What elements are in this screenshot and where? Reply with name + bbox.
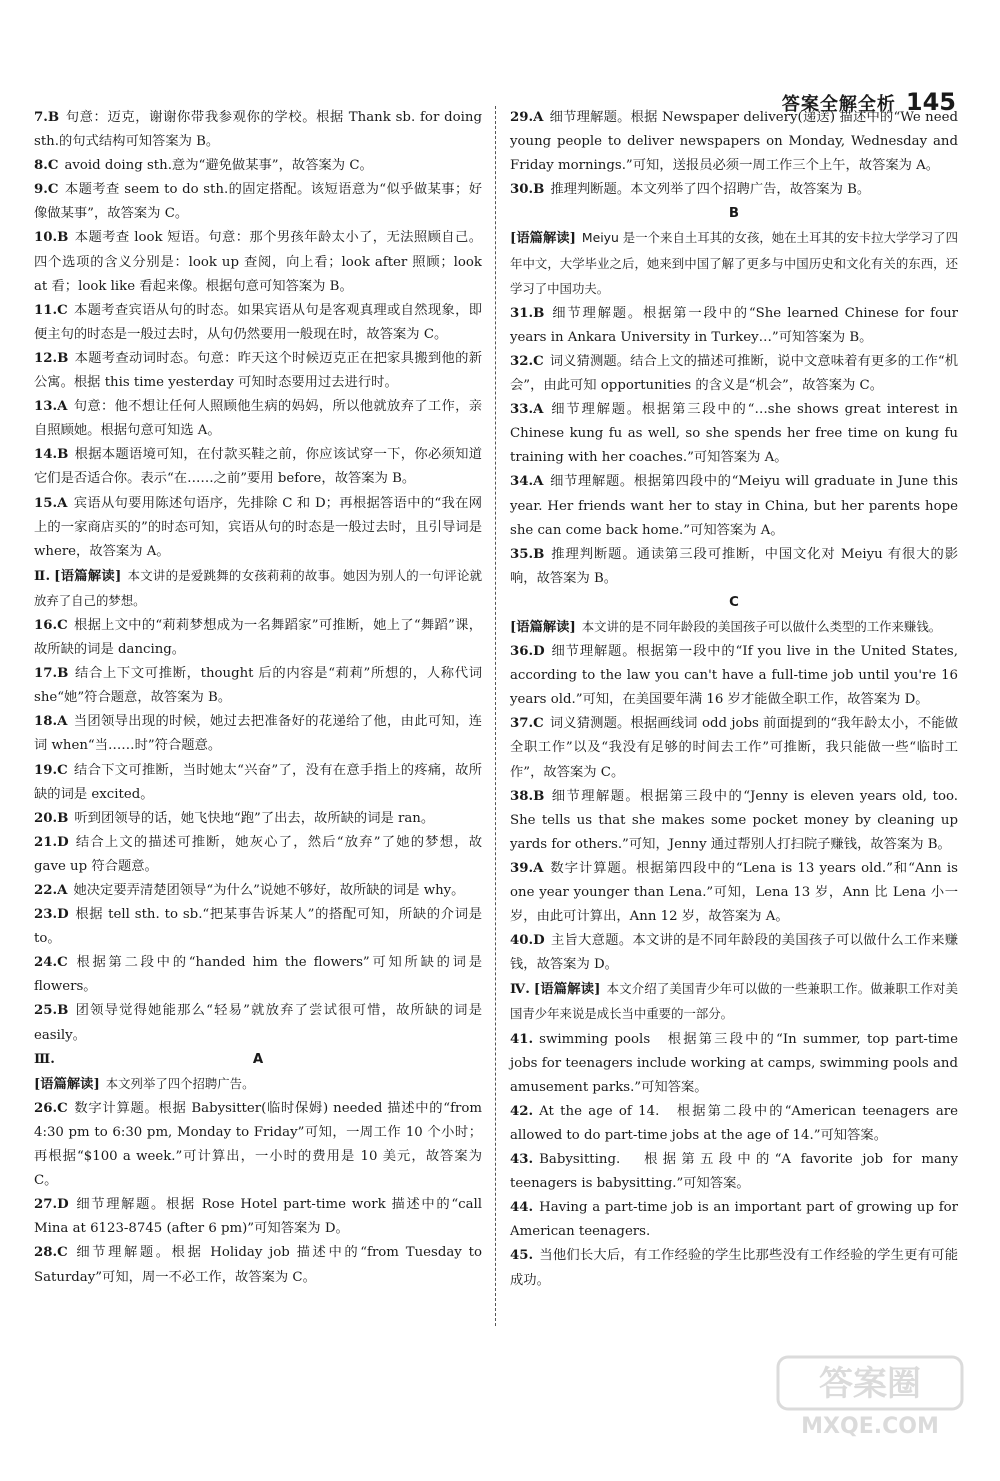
answer-item: [510, 470, 958, 542]
answer-explanation: 细节理解题。根据第三段中的“…she shows great interest in Chinese kung fu as well, so she spends her free time on kung fu training with her coaches.”可知答案为 A。: [510, 402, 958, 466]
answer-explanation: 本题考查 seem to do sth.的固定搭配。该短语意为“似乎做某事；好像做某事”，故答案为 C。: [34, 182, 482, 222]
passage-summary-text: 本文列举了四个招聘广告。: [105, 1075, 255, 1091]
watermark-text-1: 答案圈: [819, 1364, 921, 1404]
answer-number: 17.B: [34, 666, 69, 682]
passage-summary-text: 本文讲的是爱跳舞的女孩莉莉的故事。她因为别人的一句评论就放弃了自己的梦想。: [34, 567, 483, 608]
passage-summary-tag: [语篇解读]: [34, 1076, 100, 1092]
answer-explanation: 团领导觉得她能那么“轻易”就放弃了尝试很可惜，故所缺的词是 easily。: [34, 1003, 482, 1043]
answer-item: [510, 857, 958, 929]
answer-explanation: 本题考查动词时态。句意：昨天这个时候迈克正在把家具搬到他的新公寓。根据 this time yesterday 可知时态要用过去进行时。: [34, 350, 482, 391]
answer-explanation: 根据上文中的“莉莉梦想成为一名舞蹈家”可推断，她上了“舞蹈”课，故所缺的词是 dancing。: [34, 617, 482, 658]
answer-item: [510, 543, 958, 591]
answer-number: 43.: [510, 1152, 534, 1168]
answer-explanation: 推理判断题。本文列举了四个招聘广告，故答案为 B。: [550, 182, 871, 198]
answer-explanation: 细节理解题。根据 Holiday job 描述中的“from Tuesday to Saturday”可知，周一不必工作，故答案为 C。: [34, 1245, 482, 1285]
answer-item: [34, 395, 482, 443]
column-divider: [495, 106, 496, 1326]
passage-letter: B: [728, 206, 740, 222]
answer-item: [510, 640, 958, 712]
answer-number: 21.D: [34, 834, 69, 850]
answer-number: 23.D: [34, 907, 69, 923]
answer-explanation: avoid doing sth.意为“避免做某事”，故答案为 C。: [64, 158, 373, 174]
answer-explanation: swimming pools 根据第三段中的“In summer, top part-time jobs for teenagers include working at camps, swimming pools and amusement parks.”可知答案。: [510, 1031, 958, 1095]
left-column: [34, 106, 482, 1290]
section-numeral: Ⅱ.: [34, 568, 51, 584]
answer-number: 28.C: [34, 1245, 68, 1261]
answer-item: [34, 1097, 482, 1193]
answer-item: [510, 178, 958, 202]
answer-explanation: 细节理解题。根据 Newspaper delivery(递送) 描述中的“We need young people to deliver newspapers on Monday, Wednesday and Friday mornings.”可知，送报员必须一周工作三个上午，故答案为 A。: [510, 110, 958, 174]
answer-item: [34, 492, 482, 564]
answer-number: 45.: [510, 1248, 534, 1264]
answer-number: 32.C: [510, 353, 544, 369]
answer-number: 13.A: [34, 399, 68, 415]
passage-summary-tag: [语篇解读]: [533, 982, 601, 998]
passage-summary-tag: [语篇解读]: [510, 231, 576, 247]
answer-number: 18.A: [34, 714, 68, 730]
answer-item: [510, 1148, 958, 1196]
passage-letter: C: [729, 594, 739, 610]
answer-number: 27.D: [34, 1197, 69, 1213]
answer-explanation: 本题考查 look 短语。句意：那个男孩年龄太小了，无法照顾自己。四个选项的含义分别是：look up 查阅，向上看；look after 照顾；look at 看；look like 看起来像。根据句意可知答案为 B。: [34, 230, 482, 294]
passage-summary-text: 本文介绍了美国青少年可以做的一些兼职工作。做兼职工作对美国青少年来说是成长当中重要的一部分。: [510, 981, 959, 1022]
answer-explanation: 她决定要弄清楚团领导“为什么”说她不够好，故所缺的词是 why。: [73, 883, 465, 898]
answer-item: [510, 1100, 958, 1148]
answer-number: 11.C: [34, 302, 68, 318]
answer-explanation: 结合上文的描述可推断，她灰心了，然后“放弃”了她的梦想，故 gave up 符合题意。: [34, 834, 482, 874]
page-number: 145: [905, 88, 956, 116]
answer-item: [510, 350, 958, 398]
answer-number: 15.A: [34, 495, 68, 511]
answer-item: [34, 154, 482, 178]
answer-number: 20.B: [34, 810, 69, 826]
answer-item: [34, 443, 482, 491]
answer-explanation: 听到团领导的话，她飞快地“跑”了出去，故所缺的词是 ran。: [74, 810, 435, 826]
passage-summary: [510, 977, 958, 1027]
passage-summary-text: Meiyu 是一个来自土耳其的女孩，她在土耳其的安卡拉大学学习了四年中文，大学毕业之后，她来到中国了解了更多与中国历史和文化有关的东西，还学习了中国功夫。: [510, 230, 958, 296]
answer-item: [34, 831, 482, 879]
answer-number: 30.B: [510, 182, 545, 198]
answer-explanation: 根据 tell sth. to sb.“把某事告诉某人”的搭配可知，所缺的介词是 to。: [34, 907, 482, 947]
answer-number: 19.C: [34, 762, 68, 778]
answer-item: [34, 662, 482, 710]
answer-item: [510, 1196, 958, 1244]
watermark-logo: [770, 1351, 970, 1441]
passage-letter: A: [252, 1051, 264, 1067]
passage-summary: [510, 615, 958, 640]
answer-number: 39.A: [510, 860, 544, 876]
answer-number: 10.B: [34, 230, 69, 246]
answer-number: 44.: [510, 1200, 534, 1216]
answer-item: [510, 1244, 958, 1292]
answer-explanation: 推理判断题。通读第三段可推断，中国文化对 Meiyu 有很大的影响，故答案为 B。: [510, 546, 958, 586]
answer-item: [510, 1028, 958, 1100]
passage-summary-tag: [语篇解读]: [510, 619, 576, 635]
answer-explanation: 数字计算题。根据第四段中的“Lena is 13 years old.”和“Ann is one year younger than Lena.”可知，Lena 13 岁，Ann 比 Lena 小一岁，由此可计算出，Ann 12 岁，故答案为 A。: [510, 860, 958, 925]
answer-explanation: 细节理解题。根据第一段中的“She learned Chinese for four years in Ankara University in Turkey…”可知答案为 B。: [510, 305, 958, 345]
answer-explanation: At the age of 14. 根据第二段中的“American teenagers are allowed to do part-time jobs at the age of 14.”可知答案。: [510, 1103, 958, 1143]
passage-summary: [510, 226, 958, 301]
answer-explanation: 词义猜测题。根据画线词 odd jobs 前面提到的“我年龄太小，不能做全职工作”以及“我没有足够的时间去工作”可推断，我只能做一些“临时工作”，故答案为 C。: [510, 716, 958, 780]
section-numeral: Ⅳ.: [510, 982, 530, 998]
answer-explanation: 根据第二段中的“handed him the flowers”可知所缺的词是 flowers。: [34, 955, 482, 995]
answer-number: 34.A: [510, 474, 544, 490]
answer-explanation: 细节理解题。根据 Rose Hotel part-time work 描述中的“call Mina at 6123-8745 (after 6 pm)”可知答案为 D。: [34, 1197, 482, 1237]
right-column: [510, 106, 958, 1293]
answer-number: 33.A: [510, 402, 544, 418]
answer-explanation: 结合上下文可推断，thought 后的内容是“莉莉”所想的，人称代词 she“她”符合题意，故答案为 B。: [34, 666, 482, 706]
answer-item: [34, 1193, 482, 1241]
answer-explanation: 宾语从句要用陈述句语序，先排除 C 和 D；再根据答语中的“我在网上的一家商店买的”的时态可知，宾语从句的时态是一般过去时，且引导词是 where，故答案为 A。: [34, 495, 482, 559]
answer-explanation: 主旨大意题。本文讲的是不同年龄段的美国孩子可以做什么工作来赚钱，故答案为 D。: [510, 933, 958, 973]
answer-item: [34, 1241, 482, 1289]
answer-item: [34, 226, 482, 298]
answer-item: [34, 879, 482, 903]
answer-number: 24.C: [34, 955, 68, 971]
answer-explanation: 数字计算题。根据 Babysitter(临时保姆) needed 描述中的“from 4:30 pm to 6:30 pm, Monday to Friday”可知，一周工作 10 个小时；再根据“$100 a week.”可计算出，一小时的费用是 10 美元，故答案为 C。: [34, 1100, 482, 1189]
watermark-text-2: MXQE.COM: [801, 1414, 939, 1439]
answer-item: [34, 759, 482, 807]
answer-item: [510, 398, 958, 470]
answer-item: [34, 614, 482, 662]
answer-explanation: 细节理解题。根据第一段中的“If you live in the United States, according to the law you can't have a full-time job until you're 16 years old.”可知，在美国要年满 16 岁才能做全职工作，故答案为 D。: [510, 644, 958, 708]
answer-item: [34, 710, 482, 758]
passage-summary-tag: [语篇解读]: [54, 568, 122, 584]
answer-explanation: Babysitting. 根据第五段中的“A favorite job for many teenagers is babysitting.”可知答案。: [510, 1152, 958, 1192]
answer-number: 16.C: [34, 617, 68, 633]
answer-explanation: 句意：他不想让任何人照顾他生病的妈妈，所以他就放弃了工作，亲自照顾她。根据句意可知选 A。: [34, 399, 482, 439]
answer-item: [510, 302, 958, 350]
answer-number: 9.C: [34, 182, 59, 198]
answer-number: 12.B: [34, 350, 69, 366]
answer-explanation: 结合下文可推断，当时她太“兴奋”了，没有在意手指上的疼痛，故所缺的词是 excited。: [34, 762, 482, 802]
answer-number: 8.C: [34, 158, 59, 174]
answer-number: 35.B: [510, 546, 545, 562]
answer-number: 40.D: [510, 933, 545, 949]
answer-explanation: 本题考查宾语从句的时态。如果宾语从句是客观真理或自然现象，即便主句的时态是一般过去时，从句仍然要用一般现在时，故答案为 C。: [34, 302, 482, 342]
answer-explanation: 细节理解题。根据第三段中的“Jenny is eleven years old, too. She tells us that she makes some pocket money by cleaning up yards for others.”可知，Jenny 通过帮别人打扫院子赚钱，故答案为 B。: [510, 788, 958, 852]
answer-item: [510, 785, 958, 857]
header-title: 答案全解全析: [781, 94, 896, 115]
answer-item: [34, 951, 482, 999]
answer-number: 37.C: [510, 716, 544, 732]
answer-number: 22.A: [34, 883, 68, 898]
section-heading: [34, 1048, 482, 1072]
answer-item: [34, 347, 482, 395]
passage-summary: [34, 564, 482, 614]
answer-item: [34, 178, 482, 226]
answer-number: 25.B: [34, 1003, 69, 1019]
answer-number: 14.B: [34, 447, 69, 463]
passage-summary-text: 本文讲的是不同年龄段的美国孩子可以做什么类型的工作来赚钱。: [581, 618, 942, 634]
answer-explanation: 根据本题语境可知，在付款买鞋之前，你应该试穿一下，你必须知道它们是否适合你。表示“在……之前”要用 before，故答案为 B。: [34, 447, 482, 487]
answer-number: 26.C: [34, 1100, 68, 1116]
answer-number: 31.B: [510, 305, 545, 321]
answer-item: [34, 903, 482, 951]
answer-item: [510, 712, 958, 784]
answer-explanation: 当团领导出现的时候，她过去把准备好的花递给了他，由此可知，连词 when“当……时”符合题意。: [34, 714, 482, 754]
answer-explanation: 词义猜测题。结合上文的描述可推断，说中文意味着有更多的工作“机会”，由此可知 opportunities 的含义是“机会”，故答案为 C。: [510, 353, 958, 394]
answer-item: [34, 299, 482, 347]
answer-explanation: 句意：迈克，谢谢你带我参观你的学校。根据 Thank sb. for doing sth.的句式结构可知答案为 B。: [34, 110, 482, 150]
answer-item: [34, 106, 482, 154]
answer-number: 7.B: [34, 110, 60, 125]
answer-explanation: 当他们长大后，有工作经验的学生比那些没有工作经验的学生更有可能成功。: [510, 1248, 958, 1288]
answer-item: [34, 999, 482, 1047]
answer-number: 38.B: [510, 788, 545, 804]
answer-number: 42.: [510, 1103, 534, 1119]
answer-number: 29.A: [510, 110, 544, 125]
section-numeral: Ⅲ.: [34, 1051, 55, 1067]
answer-explanation: Having a part-time job is an important part of growing up for American teenagers.: [510, 1200, 958, 1240]
answer-item: [34, 807, 482, 831]
answer-explanation: 细节理解题。根据第四段中的“Meiyu will graduate in June this year. Her friends want her to stay in China, but her parents hope she can come back home.”可知答案为 A。: [510, 474, 958, 538]
passage-summary: [34, 1072, 482, 1097]
answer-number: 36.D: [510, 644, 545, 660]
answer-number: 41.: [510, 1031, 534, 1047]
answer-item: [510, 106, 958, 178]
answer-item: [510, 929, 958, 977]
